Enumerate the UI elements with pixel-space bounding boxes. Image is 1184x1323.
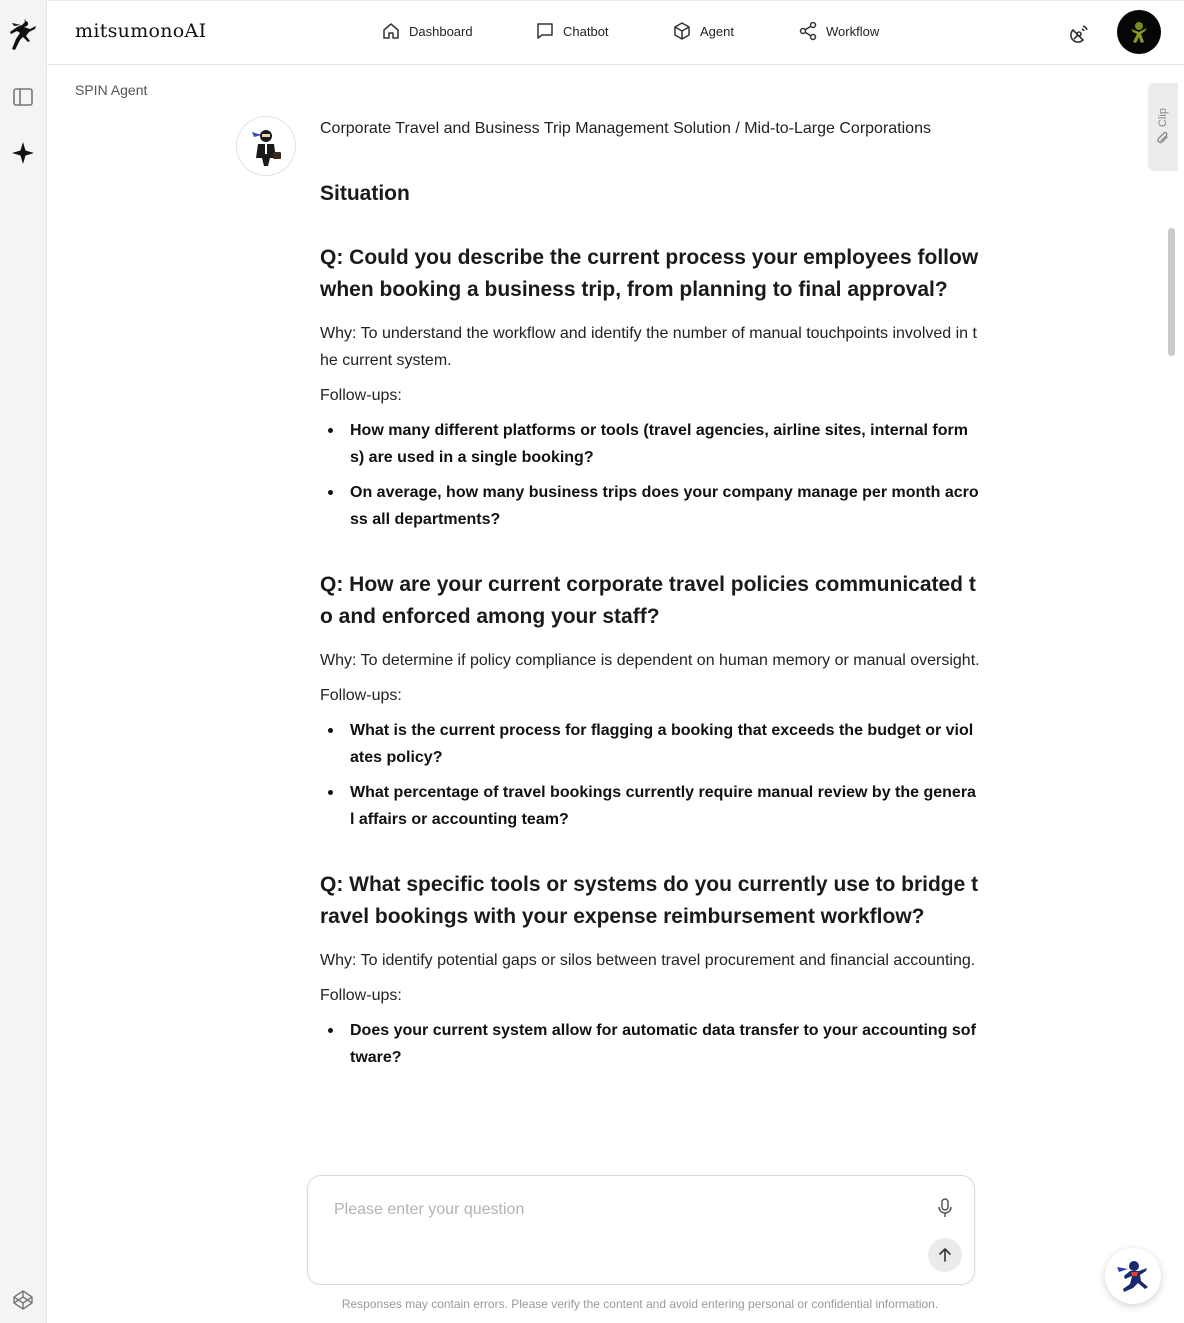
user-avatar[interactable] xyxy=(1117,10,1161,54)
followups-list xyxy=(320,1017,980,1071)
question-block xyxy=(320,569,980,833)
question-block xyxy=(320,242,980,533)
home-icon xyxy=(381,21,401,41)
assistant-fab[interactable] xyxy=(1105,1248,1161,1304)
disclaimer-text: Responses may contain errors. Please verify the content and avoid entering personal or confidential information. xyxy=(341,1297,939,1311)
nav-workflow-label: Workflow xyxy=(826,23,880,39)
followups-list xyxy=(320,717,980,833)
send-button[interactable] xyxy=(928,1238,962,1272)
clip-label: Clip xyxy=(1157,107,1169,127)
nav-workflow[interactable] xyxy=(798,21,879,41)
question-why: Why: To understand the workflow and identify the number of manual touchpoints involved in the current system. xyxy=(320,325,977,369)
brand-name[interactable]: mitsumonoAI xyxy=(75,20,207,42)
arrow-up-icon xyxy=(936,1246,954,1264)
question-heading: Q: Could you describe the current process your employees follow when booking a business trip, from planning to final approval? xyxy=(320,246,979,301)
question-block xyxy=(320,869,980,1071)
nav-agent[interactable] xyxy=(672,21,734,41)
message-subject: Corporate Travel and Business Trip Management Solution / Mid-to-Large Corporations xyxy=(320,120,931,137)
scrollbar-thumb[interactable] xyxy=(1168,228,1175,356)
followups-label: Follow-ups: xyxy=(320,387,402,404)
section-heading: Situation xyxy=(320,182,410,205)
chat-bubble-icon xyxy=(535,21,555,41)
question-why: Why: To identify potential gaps or silos between travel procurement and financial accounting. xyxy=(320,952,976,969)
nav-dashboard-label: Dashboard xyxy=(409,23,473,39)
cube-icon xyxy=(672,21,692,41)
share-nodes-icon xyxy=(798,21,818,41)
top-bar xyxy=(47,0,1184,65)
clip-tab[interactable] xyxy=(1148,83,1178,171)
nav-chatbot-label: Chatbot xyxy=(563,23,609,39)
followups-label: Follow-ups: xyxy=(320,987,402,1004)
question-input[interactable] xyxy=(332,1196,896,1224)
followup-item: On average, how many business trips does your company manage per month across all departments? xyxy=(320,479,980,533)
paperclip-icon xyxy=(1156,130,1170,146)
agent-avatar xyxy=(236,116,296,176)
codepen-icon[interactable] xyxy=(8,1285,38,1315)
nav-agent-label: Agent xyxy=(700,23,734,39)
question-heading: Q: What specific tools or systems do you currently use to bridge travel bookings with your expense reimbursement workflow? xyxy=(320,873,979,928)
agent-message xyxy=(320,118,980,1079)
followups-list xyxy=(320,417,980,533)
breadcrumb: SPIN Agent xyxy=(75,82,148,98)
sparkle-icon[interactable] xyxy=(8,138,38,168)
followup-item: What is the current process for flagging a booking that exceeds the budget or violates policy? xyxy=(320,717,980,771)
satellite-signal-icon[interactable] xyxy=(1068,21,1092,45)
ninja-logo-icon[interactable] xyxy=(8,20,38,50)
followup-item: How many different platforms or tools (travel agencies, airline sites, internal forms) are used in a single booking? xyxy=(320,417,980,471)
question-why: Why: To determine if policy compliance is dependent on human memory or manual oversight. xyxy=(320,652,980,669)
nav-dashboard[interactable] xyxy=(381,21,473,41)
followup-item: What percentage of travel bookings currently require manual review by the general affairs or accounting team? xyxy=(320,779,980,833)
followups-label: Follow-ups: xyxy=(320,687,402,704)
nav-chatbot[interactable] xyxy=(535,21,609,41)
sidebar-toggle-icon[interactable] xyxy=(8,82,38,112)
avatar-figure-icon xyxy=(1124,17,1154,47)
ninja-businessman-icon xyxy=(246,124,286,168)
chat-composer xyxy=(307,1175,975,1285)
question-heading: Q: How are your current corporate travel policies communicated to and enforced among your staff? xyxy=(320,573,976,628)
microphone-icon[interactable] xyxy=(933,1196,957,1220)
left-rail xyxy=(0,0,47,1323)
followup-item: Does your current system allow for automatic data transfer to your accounting software? xyxy=(320,1017,980,1071)
ninja-runner-icon xyxy=(1114,1257,1152,1295)
